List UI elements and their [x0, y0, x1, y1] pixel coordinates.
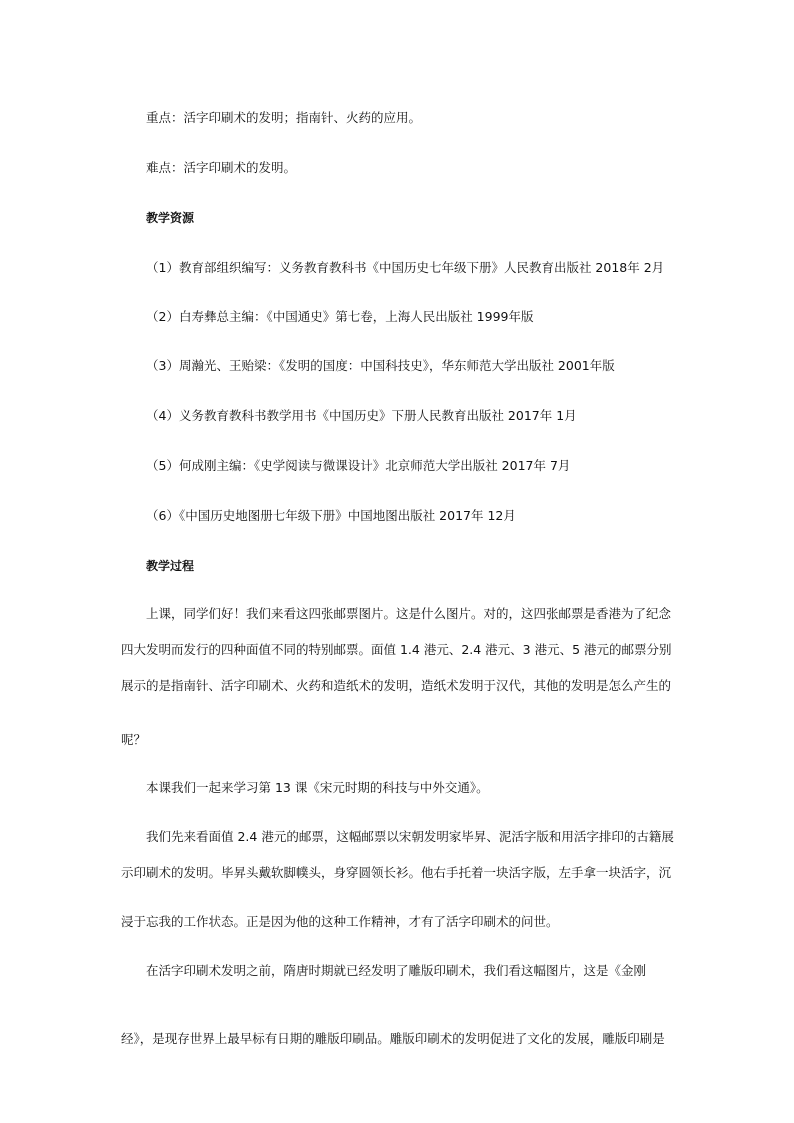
- paragraph-line: 展示的是指南针、活字印刷术、火药和造纸术的发明，造纸术发明于汉代，其他的发明是怎么产生的: [121, 678, 672, 693]
- process-heading: 教学过程: [146, 559, 195, 573]
- paragraph-line: 上课，同学们好！我们来看这四张邮票图片。这是什么图片。对的，这四张邮票是香港为了纪念: [146, 606, 672, 621]
- resource-item-3: （3）周瀚光、王贻梁：《发明的国度：中国科技史》，华东师范大学出版社 2001年版: [146, 358, 615, 373]
- paragraph-line: 在活字印刷术发明之前，隋唐时期就已经发明了雕版印刷术，我们看这幅图片，这是《金刚: [146, 963, 647, 978]
- resource-item-5: （5）何成刚主编：《史学阅读与微课设计》北京师范大学出版社 2017年 7月: [146, 458, 571, 473]
- paragraph-line: 经》，是现存世界上最早标有日期的雕版印刷品。雕版印刷术的发明促进了文化的发展，雕版印刷是: [121, 1031, 665, 1046]
- difficult-point-text: 难点：活字印刷术的发明。: [146, 160, 297, 175]
- resources-heading: 教学资源: [146, 211, 195, 225]
- paragraph-line: 四大发明而发行的四种面值不同的特别邮票。面值 1.4 港元、2.4 港元、3 港元、5 港元的邮票分别: [121, 642, 672, 657]
- paragraph-line: 呢？: [121, 732, 147, 747]
- paragraph-line: 示印刷术的发明。毕昇头戴软脚幞头，身穿圆领长衫。他右手托着一块活字版，左手拿一块活字，沉: [121, 865, 672, 880]
- resource-item-2: （2）白寿彝总主编：《中国通史》第七卷，上海人民出版社 1999年版: [146, 309, 534, 324]
- resource-item-6: （6）《中国历史地图册七年级下册》中国地图出版社 2017年 12月: [146, 508, 516, 523]
- paragraph-line: 本课我们一起来学习第 13 课《宋元时期的科技与中外交通》。: [146, 780, 489, 795]
- paragraph-line: 浸于忘我的工作状态。正是因为他的这种工作精神，才有了活字印刷术的问世。: [121, 914, 559, 929]
- resource-item-1: （1）教育部组织编写：义务教育教科书《中国历史七年级下册》人民教育出版社 2018年 2月: [146, 260, 665, 275]
- resource-item-4: （4）义务教育教科书教学用书《中国历史》下册人民教育出版社 2017年 1月: [146, 408, 577, 423]
- paragraph-line: 我们先来看面值 2.4 港元的邮票，这幅邮票以宋朝发明家毕昇、泥活字版和用活字排印的古籍展: [146, 829, 674, 844]
- key-point-text: 重点：活字印刷术的发明；指南针、火药的应用。: [146, 110, 422, 125]
